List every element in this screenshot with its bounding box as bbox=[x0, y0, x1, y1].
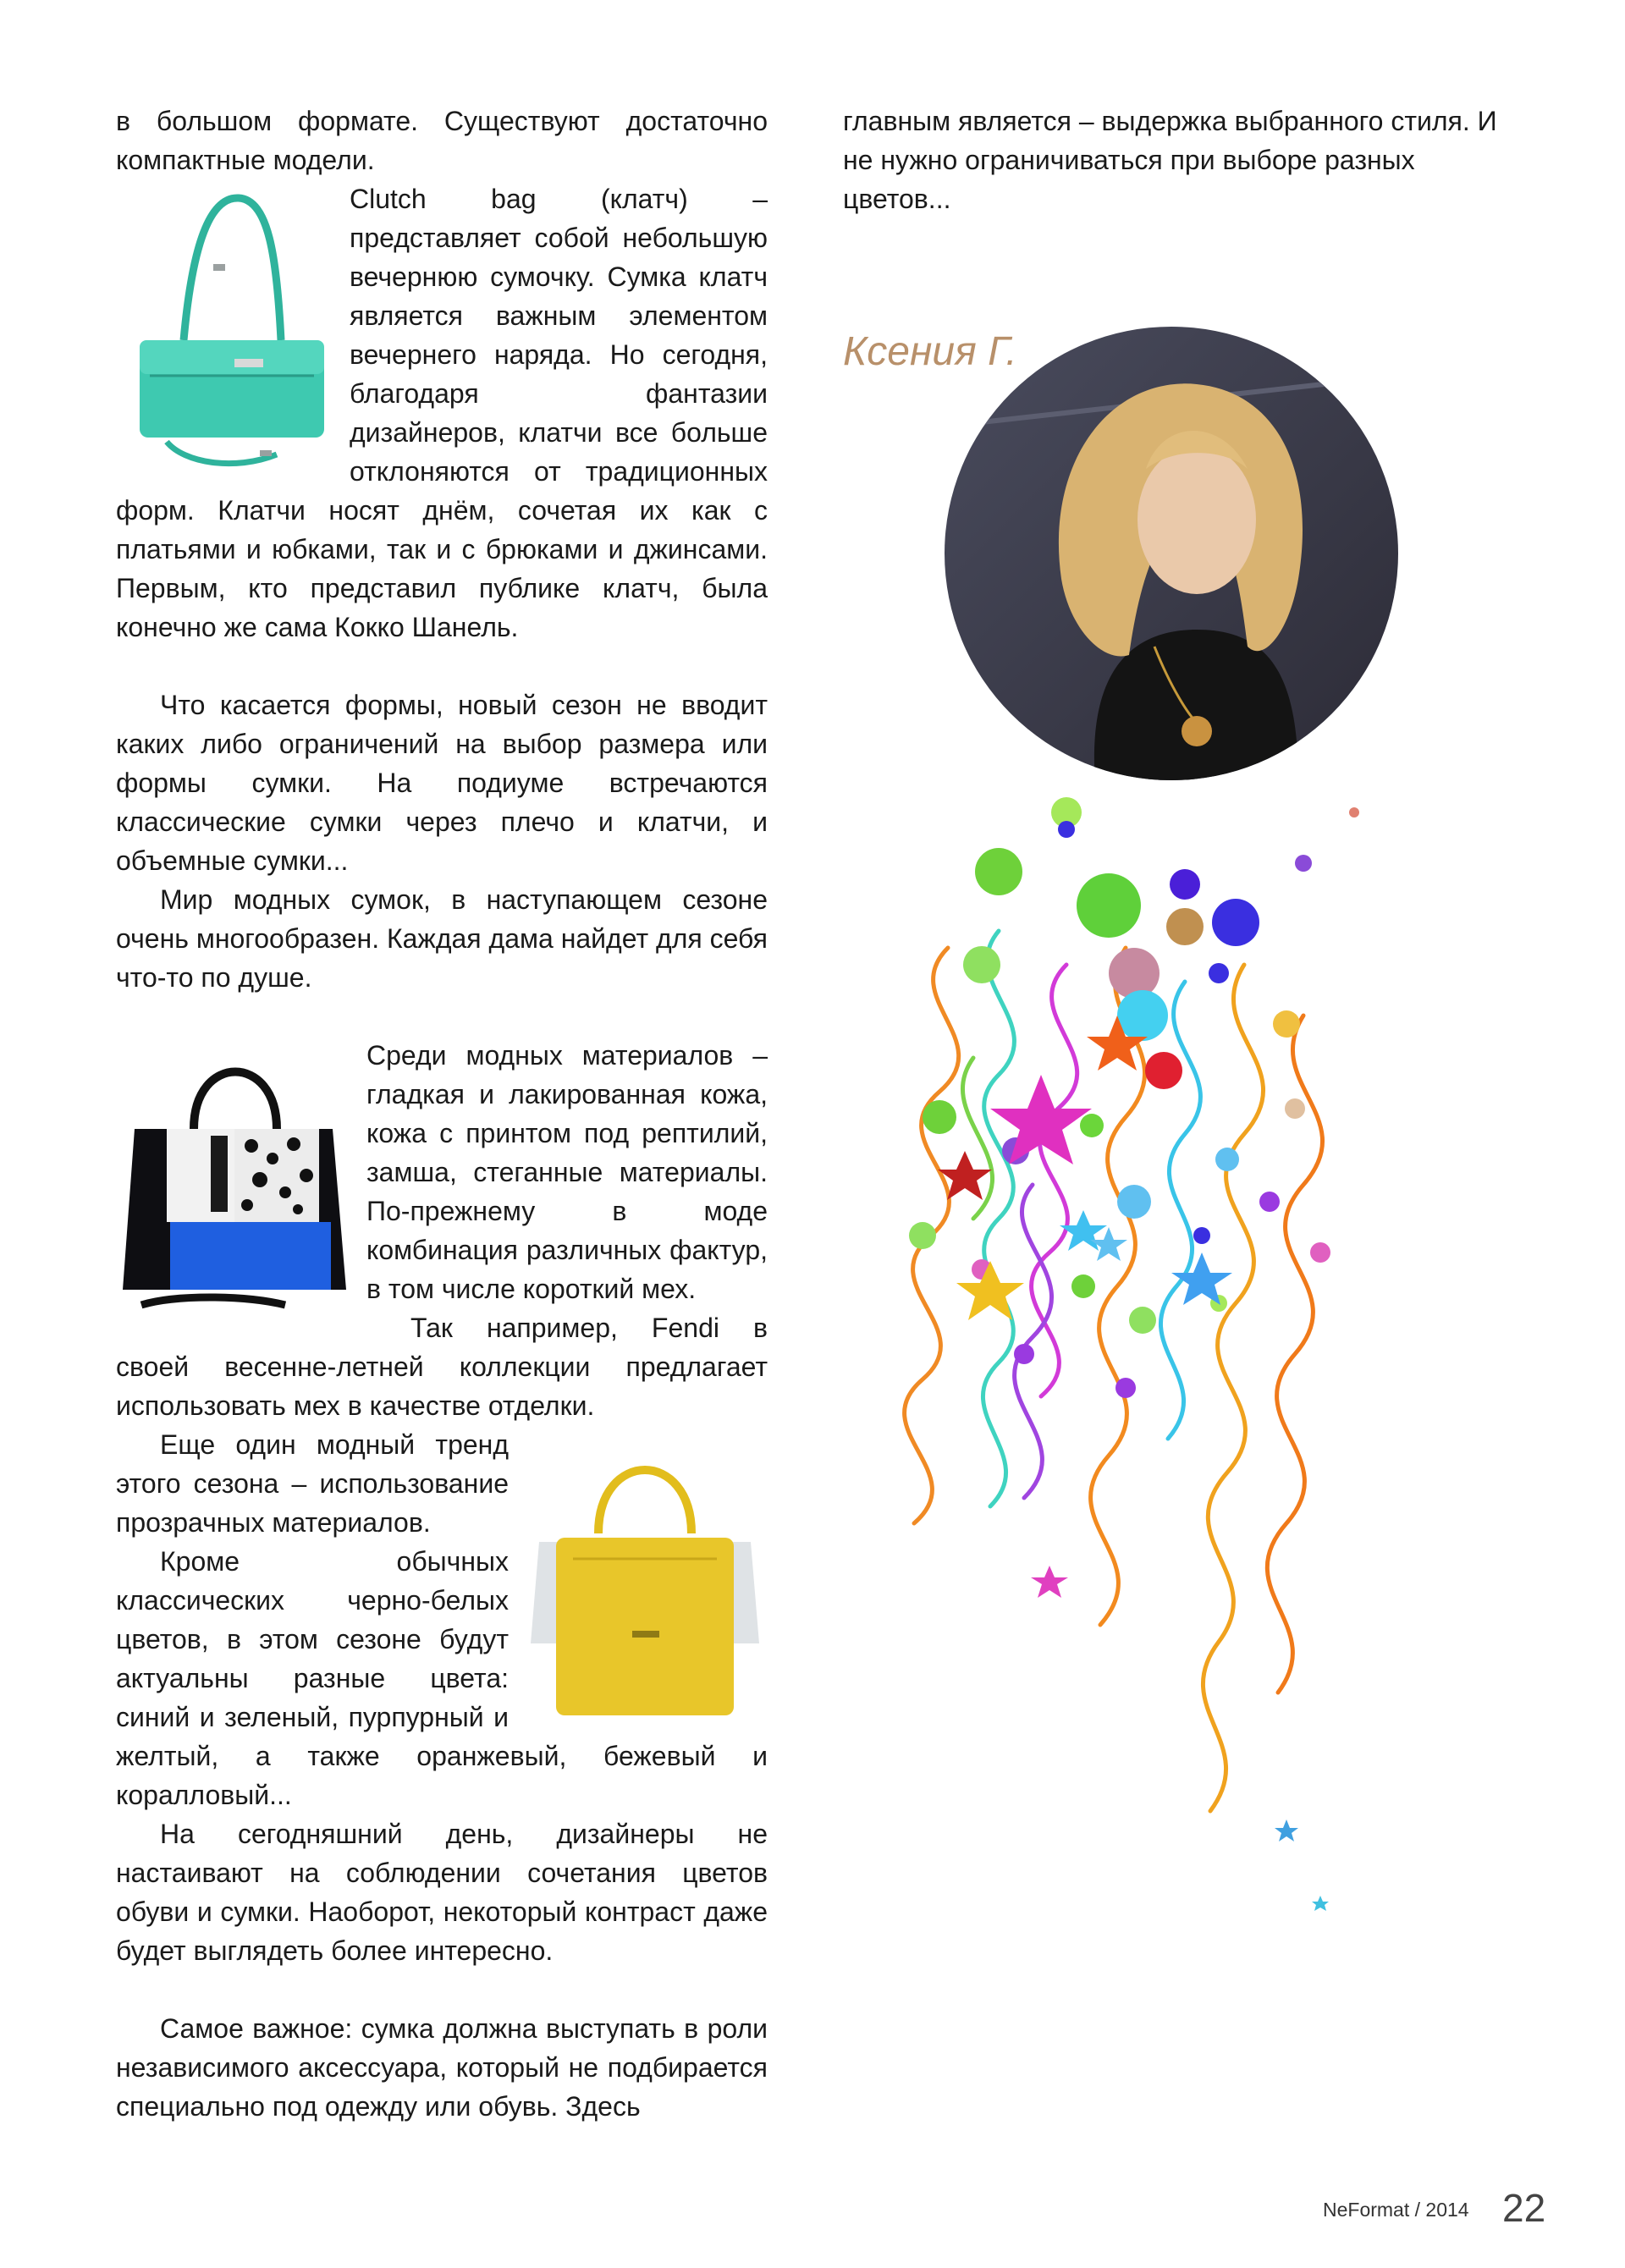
paragraph-9: На сегодняшний день, дизайнеры не настаивают на соблюдении сочетания цветов обуви и сумки. Наоборот, некоторый контраст даже будет выглядеть более интересно. bbox=[116, 1819, 768, 1966]
paragraph-10: Самое важное: сумка должна выступать в роли независимого аксессуара, который не подбирается специально под одежду или обувь. Здесь bbox=[116, 2013, 768, 2122]
paragraph-4: Мир модных сумок, в наступающем сезоне очень многообразен. Каждая дама найдет для себя что-то по душе. bbox=[116, 884, 768, 993]
paragraph-2: Clutch bag (клатч) – представляет собой небольшую вечернюю сумочку. Сумка клатч является важным элементом вечернего наряда. Но сегодня, благодаря фантазии дизайнеров, клатчи все больше отклоняются от традиционных форм. Клатчи носят днём, сочетая их как с платьями и юбками, так и с брюками и джинсами. Первым, кто представил публике клатч, была конечно же сама Кокко Шанель. bbox=[116, 184, 768, 642]
page-number: 22 bbox=[1502, 2186, 1546, 2230]
confetti-streamers-decoration bbox=[846, 762, 1456, 2006]
paragraph-6: Так например, Fendi в своей весенне-летней коллекции предлагает использовать мех в качестве отделки. bbox=[116, 1313, 768, 1421]
paragraph-8: Кроме обычных классических черно-белых цветов, в этом сезоне будут актуальны разные цвета: синий и зеленый, пурпурный и желтый, а также оранжевый, бежевый и коралловый... bbox=[116, 1546, 768, 1810]
left-column bbox=[116, 102, 768, 2126]
yellow-tote-image bbox=[522, 1432, 768, 1728]
black-white-blue-tote-image bbox=[116, 1036, 351, 1324]
paragraph-3: Что касается формы, новый сезон не вводит каких либо ограничений на выбор размера или формы сумки. На подиуме встречаются классические сумки через плечо и клатчи, и объемные сумки... bbox=[116, 690, 768, 876]
footer-magazine-name: NeFormat / 2014 bbox=[1323, 2199, 1469, 2221]
paragraph-7: Еще один модный тренд этого сезона – использование прозрачных материалов. bbox=[116, 1429, 509, 1538]
paragraph-right-1: главным является – выдержка выбранного стиля. И не нужно ограничиваться при выборе разных цветов... bbox=[843, 106, 1497, 214]
paragraph-1: в большом формате. Существуют достаточно компактные модели. bbox=[116, 106, 768, 175]
paragraph-5: Среди модных материалов – гладкая и лакированная кожа, кожа с принтом под рептилий, замша, стеганные материалы. По-прежнему в моде комбинация различных фактур, в том числе короткий мех. bbox=[366, 1040, 768, 1304]
turquoise-clutch-bag-image bbox=[133, 179, 334, 484]
author-name: Ксения Г. bbox=[843, 329, 1017, 374]
author-portrait-photo bbox=[943, 325, 1400, 782]
right-column bbox=[843, 102, 1512, 218]
